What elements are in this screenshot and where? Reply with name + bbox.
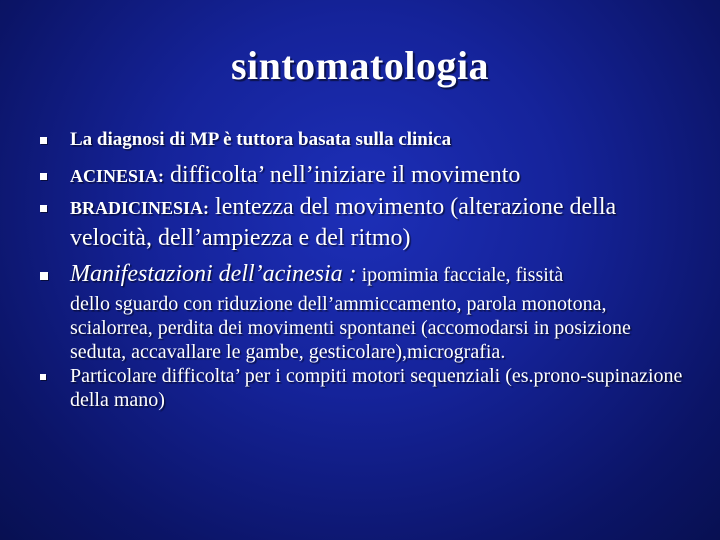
bullet-item-manifestazioni — [38, 259, 688, 364]
bullet-text: Particolare difficolta’ per i compiti motori sequenziali (es.prono-supinazione della mano) — [70, 365, 683, 411]
bullet-label: BRADICINESIA: — [70, 198, 210, 218]
square-bullet-icon — [40, 374, 46, 380]
bullet-item-acinesia — [38, 161, 688, 192]
bullet-item-diagnosis — [38, 128, 688, 152]
bullet-text-lead: ipomimia facciale, fissità — [356, 264, 564, 286]
bullet-text: dello sguardo con riduzione dell’ammiccamento, parola monotona, scialorrea, perdita dei movimenti spontanei (accomodarsi in posizione seduta, accavallare le gambe, gesticolare),micrografia. — [70, 293, 631, 363]
bullet-label: ACINESIA: — [70, 166, 165, 186]
slide-title: sintomatologia — [230, 43, 490, 88]
bullet-text: lentezza del movimento (alterazione della velocità, dell’ampiezza e del ritmo) — [70, 194, 617, 251]
square-bullet-icon — [40, 137, 47, 144]
square-bullet-icon — [40, 205, 47, 212]
bullet-label: Manifestazioni dell’acinesia : — [70, 261, 357, 287]
bullet-text: La diagnosi di MP è tuttora basata sulla clinica — [70, 129, 452, 150]
bullet-text: difficolta’ nell’iniziare il movimento — [164, 162, 521, 188]
square-bullet-icon — [40, 272, 48, 280]
bullet-item-bradicinesia — [38, 193, 688, 255]
square-bullet-icon — [40, 173, 47, 180]
bullet-item-particolare — [38, 364, 688, 412]
bullet-list — [38, 128, 688, 412]
